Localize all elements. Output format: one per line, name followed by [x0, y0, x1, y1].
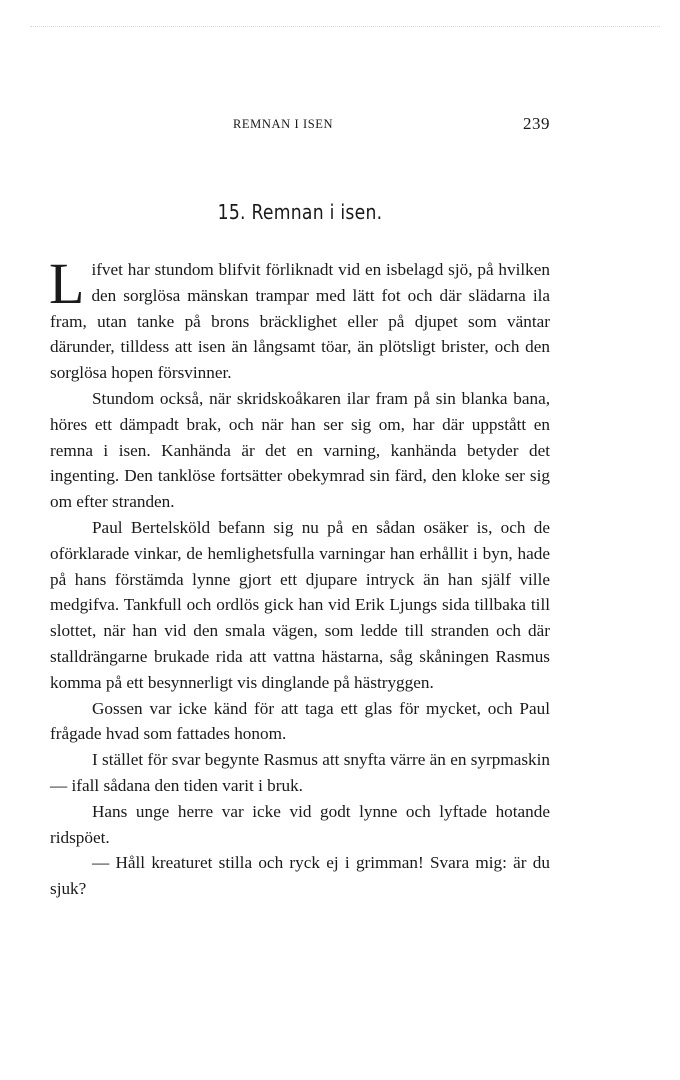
page-number: 239 — [523, 114, 550, 133]
running-title: REMNAN I ISEN — [233, 117, 334, 131]
paragraph-6: Hans unge herre var icke vid godt lynne och lyftade hotande ridspöet. — [50, 801, 550, 847]
chapter-heading: 15. Remnan i isen. — [217, 200, 383, 224]
paragraph-1-text: ifvet har stundom blifvit förliknadt vid en isbelagd sjö, på hvilken den sorglösa mänskan trampar med lätt fot och där slädarna ila fram, utan tanke på brons bräcklighet eller på djupet som väntar därunder, tilldess att isen än långsamt töar, än plötsligt brister, och den sorglösa hopen försvinner. — [50, 260, 550, 383]
paragraph-7: — Håll kreaturet stilla och ryck ej i grimman! Svara mig: är du sjuk? — [50, 853, 550, 899]
scan-edge-noise — [30, 26, 660, 35]
drop-cap: L — [49, 251, 85, 316]
paragraph-3: Paul Bertelsköld befann sig nu på en sådan osäker is, och de oförklarade vinkar, de hemlighetsfulla varningar han erhållit i byn, hade på hans förstämda lynne gjort ett djupare intryck än han själf ville medgifva. Tankfull och ordlös gick han vid Erik Ljungs sida tillbaka till slottet, när han vid den smala vägen, som ledde till stranden och där stalldrängarne brukade rida att vattna hästarna, såg skåningen Rasmus komma på ett besynnerligt vis dinglande på hästryggen. — [50, 517, 550, 692]
paragraph-4: Gossen var icke känd för att taga ett glas för mycket, och Paul frågade hvad som fattades honom. — [50, 698, 550, 744]
paragraph-2: Stundom också, när skridskoåkaren ilar fram på sin blanka bana, höres ett dämpadt brak, och när han ser sig om, har där uppstått en remna i isen. Kanhända är det en varning, kanhända betyder det ingenting. Den tanklöse fortsätter obekymrad sin färd, den kloke ser sig om efter stranden. — [50, 388, 550, 512]
paragraph-5: I stället för svar begynte Rasmus att snyfta värre än en syrpmaskin — ifall sådana den tiden varit i bruk. — [50, 750, 550, 795]
paragraph-1 — [49, 251, 550, 386]
body-text — [49, 251, 550, 902]
running-head — [50, 114, 550, 139]
